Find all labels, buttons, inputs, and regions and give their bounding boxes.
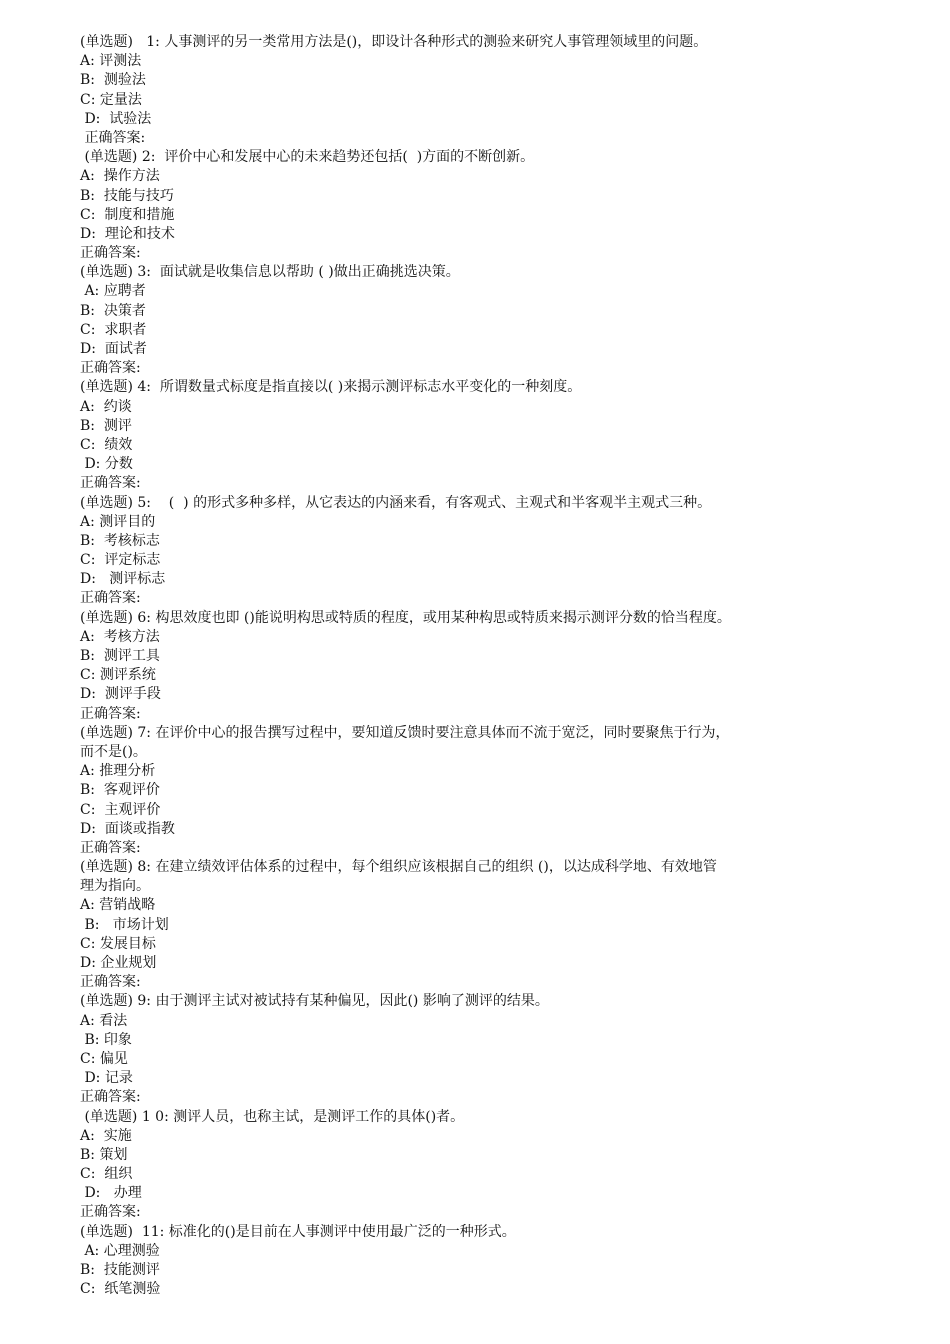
question-10-option-d: D: 办理 — [80, 1185, 142, 1202]
question-10-stem: (单选题) 1 0: 测评人员，也称主试，是测评工作的具体()者。 — [80, 1108, 465, 1125]
question-1-option-b: B: 测验法 — [80, 72, 146, 89]
question-11-stem: (单选题) 11: 标准化的()是目前在人事测评中使用最广泛的一种形式。 — [80, 1223, 516, 1240]
question-2-stem: (单选题) 2: 评价中心和发展中心的未来趋势还包括( )方面的不断创新。 — [80, 149, 535, 166]
question-11-option-b: B: 技能测评 — [80, 1262, 160, 1278]
question-8-option-d: D: 企业规划 — [80, 955, 157, 971]
question-5-option-a: A: 测评目的 — [80, 513, 156, 530]
question-8-stem-continued: 理为指向。 — [80, 878, 150, 895]
question-7-option-a: A: 推理分析 — [80, 763, 156, 780]
question-6-option-c: C: 测评系统 — [80, 667, 156, 684]
question-2-option-a: A: 操作方法 — [80, 168, 160, 185]
question-2-option-c: C: 制度和措施 — [80, 206, 175, 223]
question-3-option-d: D: 面试者 — [80, 341, 147, 357]
question-8-option-a: A: 营销战略 — [80, 897, 156, 914]
question-1-option-c: C: 定量法 — [80, 91, 142, 108]
question-9-option-c: C: 偏见 — [80, 1050, 128, 1067]
question-1-stem: (单选题) 1: 人事测评的另一类常用方法是()，即设计各种形式的测验来研究人事管理领域里的问题。 — [80, 34, 708, 50]
question-10-option-c: C: 组织 — [80, 1166, 133, 1183]
question-6-stem: (单选题) 6: 构思效度也即 ()能说明构思或特质的程度，或用某种构思或特质来揭示测评分数的恰当程度。 — [80, 609, 731, 626]
question-5-option-c: C: 评定标志 — [80, 552, 161, 569]
question-4-option-b: B: 测评 — [80, 417, 132, 434]
question-7-answer-label: 正确答案: — [80, 839, 141, 856]
question-4-option-d: D: 分数 — [80, 456, 133, 473]
question-4-stem: (单选题) 4: 所谓数量式标度是指直接以( )来揭示测评标志水平变化的一种刻度。 — [80, 379, 582, 396]
question-10-option-b: B: 策划 — [80, 1146, 128, 1163]
question-9-option-a: A: 看法 — [80, 1012, 128, 1029]
question-5-stem: (单选题) 5: ( ) 的形式多种多样，从它表达的内涵来看，有客观式、主观式和半客观半主观式三种。 — [80, 494, 712, 511]
question-9-answer-label: 正确答案: — [80, 1089, 141, 1106]
question-4-answer-label: 正确答案: — [80, 475, 141, 492]
question-3-option-b: B: 决策者 — [80, 302, 146, 319]
question-2-answer-label: 正确答案: — [80, 245, 141, 262]
question-3-option-a: A: 应聘者 — [80, 283, 146, 300]
question-7-option-d: D: 面谈或指教 — [80, 820, 175, 837]
question-11-option-a: A: 心理测验 — [80, 1242, 160, 1259]
question-10-answer-label: 正确答案: — [80, 1204, 141, 1221]
question-8-option-b: B: 市场计划 — [80, 916, 169, 933]
question-6-option-b: B: 测评工具 — [80, 648, 160, 664]
question-4-option-c: C: 绩效 — [80, 436, 133, 453]
question-5-option-b: B: 考核标志 — [80, 532, 160, 549]
question-7-stem-continued: 而不是()。 — [80, 743, 147, 760]
document-body — [80, 33, 880, 1299]
question-8-answer-label: 正确答案: — [80, 974, 141, 991]
question-7-option-b: B: 客观评价 — [80, 782, 160, 799]
question-3-stem: (单选题) 3: 面试就是收集信息以帮助 ( )做出正确挑选决策。 — [80, 264, 460, 281]
question-5-answer-label: 正确答案: — [80, 590, 141, 607]
question-4-option-a: A: 约谈 — [80, 398, 132, 415]
question-1-option-a: A: 评测法 — [80, 53, 142, 70]
question-6-option-d: D: 测评手段 — [80, 686, 161, 703]
question-7-option-c: C: 主观评价 — [80, 801, 161, 818]
question-2-option-d: D: 理论和技术 — [80, 225, 175, 242]
question-8-option-c: C: 发展目标 — [80, 935, 156, 952]
question-6-answer-label: 正确答案: — [80, 705, 141, 722]
question-1-answer-label: 正确答案: — [80, 129, 146, 146]
question-9-option-b: B: 印象 — [80, 1031, 132, 1048]
question-6-option-a: A: 考核方法 — [80, 628, 160, 645]
question-1-option-d: D: 试验法 — [80, 110, 152, 127]
question-11-option-c: C: 纸笔测验 — [80, 1281, 161, 1298]
question-2-option-b: B: 技能与技巧 — [80, 187, 174, 204]
question-5-option-d: D: 测评标志 — [80, 571, 166, 588]
question-3-option-c: C: 求职者 — [80, 321, 147, 338]
question-8-stem: (单选题) 8: 在建立绩效评估体系的过程中，每个组织应该根据自己的组织 ()，以达成科学地、有效地管 — [80, 859, 717, 876]
question-3-answer-label: 正确答案: — [80, 360, 141, 377]
question-9-stem: (单选题) 9: 由于测评主试对被试持有某种偏见，因此() 影响了测评的结果。 — [80, 993, 549, 1010]
question-7-stem: (单选题) 7: 在评价中心的报告撰写过程中，要知道反馈时要注意具体而不流于宽泛，同时要聚焦于行为， — [80, 724, 730, 741]
question-10-option-a: A: 实施 — [80, 1127, 132, 1144]
question-9-option-d: D: 记录 — [80, 1070, 133, 1087]
